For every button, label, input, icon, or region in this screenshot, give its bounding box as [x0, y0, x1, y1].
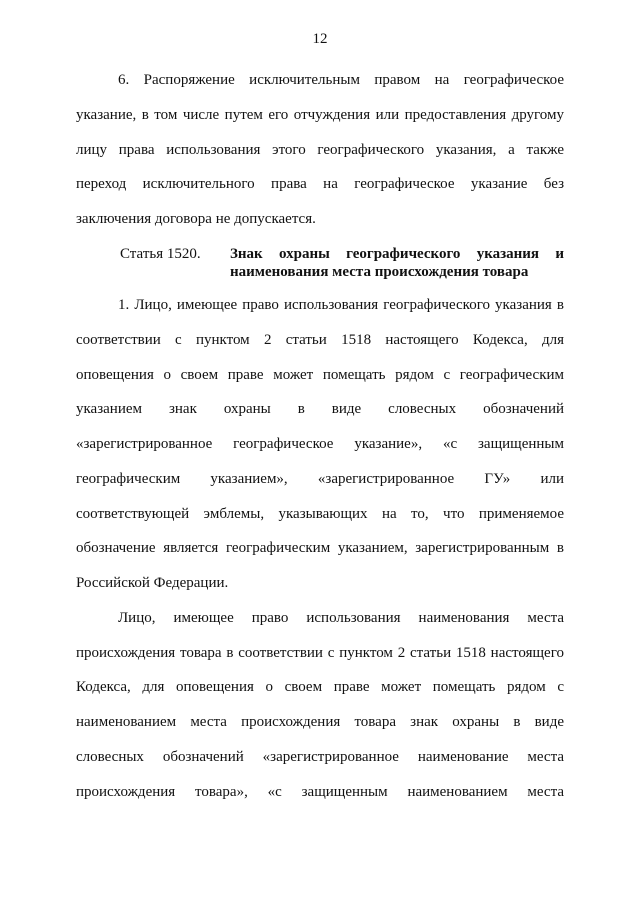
paragraph-2-line: Кодекса, для оповещения о своем праве может помещать рядом с	[76, 679, 564, 695]
paragraph-1-line: соответствующей эмблемы, указывающих на то, что применяемое	[76, 506, 564, 522]
paragraph-1-line: оповещения о своем праве может помещать рядом с географическим	[76, 367, 564, 383]
paragraph-2-line: словесных обозначений «зарегистрированное наименование места	[76, 749, 564, 765]
paragraph-1-line: 1. Лицо, имеющее право использования географического указания в	[118, 297, 564, 313]
paragraph-1-line: «зарегистрированное географическое указание», «с защищенным	[76, 436, 564, 452]
paragraph-2-line: происхождения товара», «с защищенным наименованием места	[76, 784, 564, 800]
paragraph-2-line: наименованием места происхождения товара знак охраны в виде	[76, 714, 564, 730]
paragraph-6-line: 6. Распоряжение исключительным правом на географическое	[118, 72, 564, 88]
paragraph-1-line: Российской Федерации.	[76, 575, 229, 591]
article-label: Статья 1520.	[120, 246, 201, 262]
paragraph-1-line: соответствии с пунктом 2 статьи 1518 настоящего Кодекса, для	[76, 332, 564, 348]
paragraph-6-line: заключения договора не допускается.	[76, 211, 316, 227]
paragraph-6-line: указание, в том числе путем его отчуждения или предоставления другому	[76, 107, 564, 123]
paragraph-1-line: обозначение является географическим указанием, зарегистрированным в	[76, 540, 564, 556]
article-title-line: наименования места происхождения товара	[230, 264, 529, 280]
paragraph-2-line: происхождения товара в соответствии с пунктом 2 статьи 1518 настоящего	[76, 645, 564, 661]
paragraph-1-line: географическим указанием», «зарегистрированное ГУ» или	[76, 471, 564, 487]
paragraph-6-line: лицу права использования этого географического указания, а также	[76, 142, 564, 158]
page-number: 12	[312, 31, 328, 47]
article-title-line: Знак охраны географического указания и	[230, 246, 564, 262]
paragraph-2-line: Лицо, имеющее право использования наименования места	[118, 610, 564, 626]
paragraph-6-line: переход исключительного права на географическое указание без	[76, 176, 564, 192]
paragraph-1-line: указанием знак охраны в виде словесных обозначений	[76, 401, 564, 417]
